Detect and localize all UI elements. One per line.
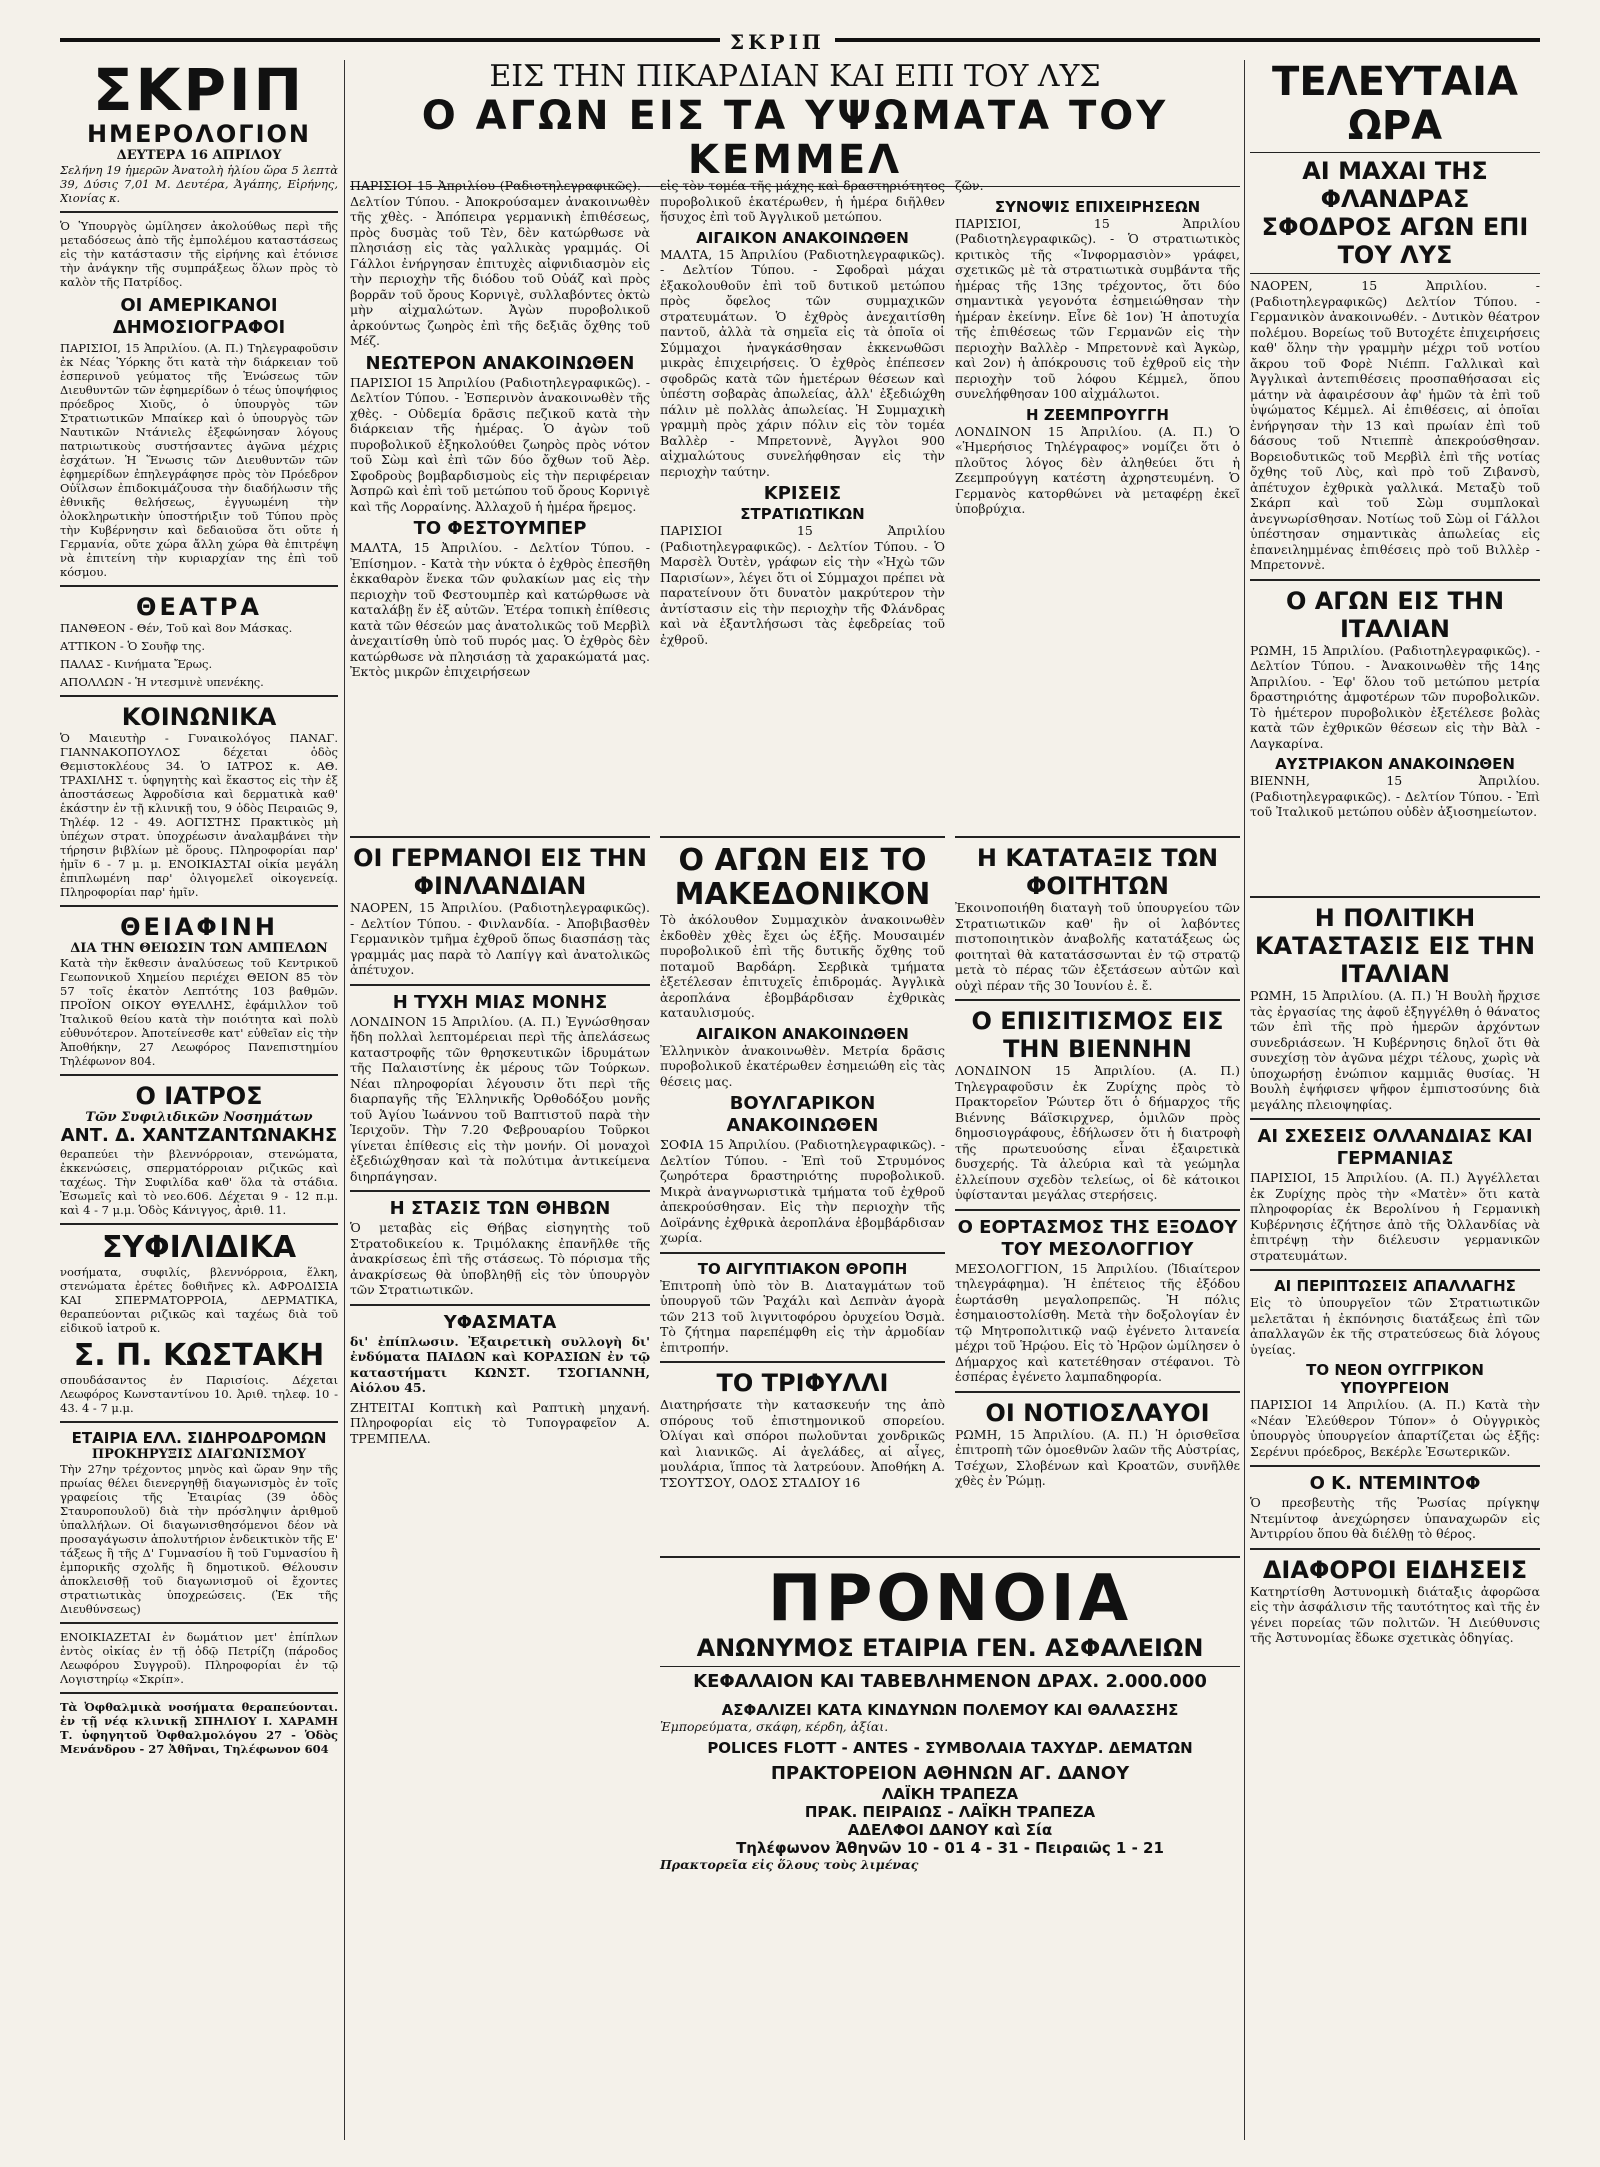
column-2	[350, 178, 650, 818]
headline-newer: ΝΕΩΤΕΡΟΝ ΑΝΑΚΟΙΝΩΘΕΝ	[365, 352, 635, 374]
column-left	[60, 60, 338, 1760]
headline-crises: ΚΡΙΣΕΙΣ	[763, 483, 842, 504]
divider	[1250, 579, 1540, 581]
divider	[1250, 1118, 1540, 1120]
almanac-date: ΔΕΥΤΕΡΑ 16 ΑΠΡΙΛΟΥ	[116, 148, 282, 163]
column-divider	[1244, 60, 1245, 2140]
headline-rail: ΕΤΑΙΡΙΑ ΕΛΛ. ΣΙΔΗΡΟΔΡΟΜΩΝ	[71, 1429, 327, 1447]
article-text: ΠΑΡΙΣΙΟΙ 14 Ἀπριλίου. (Α. Π.) Κατὰ τὴν «Νέαν Ἐλεύθερον Τύπον» ὁ Οὐγγρικὸς ὑπουργὸς ὑπουργείον ἀπαρτίζεται ὡς ἑξῆς: Σερένυι πρόεδρος, Βεκέρλε Ἐσωτερικῶν.	[1250, 1397, 1540, 1459]
divider	[1250, 1269, 1540, 1271]
divider	[60, 211, 338, 213]
headline-aegean-2: ΑΙΓΑΙΚΟΝ ΑΝΑΚΟΙΝΩΘΕΝ	[696, 1024, 909, 1043]
column-divider	[344, 60, 345, 2140]
article-text: Ὁ μεταβὰς εἰς Θήβας εἰσηγητὴς τοῦ Στρατοδικείου κ. Τριμόλακης ἐπανῆλθε τῆς ἀνακρίσεως ἐπὶ τῆς στάσεως. Τὸ πόρισμα τῆς ἀνακρίσεως θὰ ὑποβληθῇ εἰς τὸν ὑπουργὸν τῶν Στρατιωτικῶν.	[350, 1220, 650, 1297]
article-text: ΛΟΝΔΙΝΟΝ 15 Ἀπριλίου. (Α. Π.) Ἐγνώσθησαν ἤδη πολλαὶ λεπτομέρειαι περὶ τῆς ἀπελάσεως καταστροφῆς τῶν θρησκευτικῶν ἱδρυμάτων τῆς Παλαιστίνης ἐκ μέρους τῶν Τούρκων. Νέαι πληροφορίαι λέγουσιν ὅτι περὶ τῆς διαρπαγῆς τῆς Ἑλληνικῆς Ὀρθοδόξου μονῆς τοῦ Ἁγίου Ἰωάννου τοῦ Βαπτιστοῦ παρὰ τὴν Ἱεριχοῦν. Τὴν 7.20 Φεβρουαρίου Τοῦρκοι γίνεται ἐπίθεσις εἰς τὴν μονήν. Οἱ μοναχοὶ ἐξεδιώχθησαν καὶ τὰ πολύτιμα ἀντικείμενα διηρπάγησαν.	[350, 1013, 650, 1184]
headline-doctor: Ο ΙΑΤΡΟΣ	[135, 1082, 263, 1110]
headline-relations: ΑΙ ΣΧΕΣΕΙΣ ΟΛΛΑΝΔΙΑΣ ΚΑΙ ΓΕΡΜΑΝΙΑΣ	[1257, 1126, 1533, 1169]
rent-text: ΕΝΟΙΚΙΑΖΕΤΑΙ ἐν δωμάτιον μετ' ἐπίπλων ἐντὸς οἰκίας ἐν τῇ ὁδῷ Πετρίζη (πάροδος Λεωφόρου Συγγροῦ). Πληροφορίαι ἐν τῷ Λογιστηρίῳ «Σκρίπ».	[60, 1630, 338, 1686]
headline-last-hour: ΤΕΛΕΥΤΑΙΑ ΩΡΑ	[1272, 60, 1518, 149]
divider	[60, 1622, 338, 1624]
article-text: Ἐλληνικὸν ἀνακοινωθὲν. Μετρία δρᾶσις πυροβολικοῦ ἑκατέρωθεν ἐσημειώθη εἰς τὰς θέσεις μας.	[660, 1042, 945, 1089]
headline-mesolongi: Ο ΕΟΡΤΑΣΜΟΣ ΤΗΣ ΕΞΟΔΟΥ ΤΟΥ ΜΕΣΟΛΟΓΓΙΟΥ	[957, 1216, 1238, 1260]
article-text: δι' ἐπίπλωσιν. Ἐξαιρετικὴ συλλογὴ δι' ἐνδύματα ΠΑΙΔΩΝ καὶ ΚΟΡΑΣΙΩΝ ἐν τῷ καταστήματι ΚΩΝΣΤ. ΤΣΟΓΙΑΝΝΗ, Αἰόλου 45.	[350, 1333, 650, 1395]
headline-hungary: ΤΟ ΝΕΟΝ ΟΥΓΓΡΙΚΟΝ ΥΠΟΥΡΓΕΙΟΝ	[1306, 1361, 1484, 1397]
lower-column-right	[1250, 890, 1540, 2140]
war-banner	[350, 60, 1240, 191]
divider	[350, 1190, 650, 1192]
divider	[350, 984, 650, 986]
americans-text: ΠΑΡΙΣΙΟΙ, 15 Ἀπριλίου. (Α. Π.) Τηλεγραφοῦσιν ἐκ Νέας Ὑόρκης ὅτι κατὰ τὴν διάρκειαν τοῦ ἑσπερινοῦ γεύματος τῆς Ἑνώσεως τῶν Διευθυντῶν τῶν ἐφημερίδων ὁ τέως ὑποψήφιος πρόεδρος Χιοῦς, ὁ ὑπουργὸς τῶν Στρατιωτικῶν Μπαίκερ καὶ ὁ ὑπουργὸς τῶν Ναυτικῶν Ντάνιελς ἐξεφώνησαν λόγους πατριωτικοὺς συστήσαντες ἀγῶνα μέχρις ἐσχάτων. Ἡ Ἕνωσις τῶν Διευθυντῶν τῶν ἐφημερίδων ἐπηλεγράφησε πρὸς τὸν Πρόεδρον Οὐΐλσων ἐπιδοκιμάζουσα τὴν διαδήλωσιν τῆς ἐθνικῆς θελήσεως, ἐγγυωμένη τὴν ὁλοκληρωτικὴν ὑποστήριξιν τοῦ Τύπου πρὸς τὴν Κυβέρνησιν καὶ δεδαιοῦσα ὅτι οὔτε ἡ Γερμανία, οὔτε χώρα ἄλλη χώρα θὰ ἐπιτρέψη νὰ ἐπιτείνη τὴν κυριαρχίαν της ἐπὶ τοῦ κόσμου.	[60, 341, 338, 579]
headline-monastery: Η ΤΥΧΗ ΜΙΑΣ ΜΟΝΗΣ	[392, 991, 608, 1013]
theiafini-text: Κατὰ τὴν ἔκθεσιν ἀναλύσεως τοῦ Κεντρικοῦ Γεωπονικοῦ Χημείου περιέχει ΘΕΙΟΝ 85 τὸν 57 τοῖς ἑκατὸν Λεπτότης 103 βαθμῶν. ΠΡΟΪΟΝ ΟΙΚΟΥ ΘΥΕΛΛΗΣ, ἐφάμιλλον τοῦ Ἰταλικοῦ θείου κατὰ τὴν ποιότητα καὶ πολὺ εὐθυνότερον. Ἀποτείνεσθε κατ' εὐθεῖαν εἰς τὴν Ἀποθήκην, 27 Λεωφόρος Πανεπιστημίου Τηλέφωνον 804.	[60, 956, 338, 1068]
banner-title: ΕΙΣ ΤΗΝ ΠΙΚΑΡΔΙΑΝ ΚΑΙ ΕΠΙ ΤΟΥ ΛΥΣ	[489, 59, 1101, 94]
headline-kostakis: Σ. Π. ΚΩΣΤΑΚΗ	[73, 1338, 325, 1373]
divider	[1250, 896, 1540, 898]
article-text: Ὁ πρεσβευτὴς τῆς Ῥωσίας πρίγκηψ Ντεμίντοφ ἀνεχώρησεν ὑπαναχωρῶν εἰς Ἀντιρρίου ὅπου θὰ διέλθῃ τὸ θέρος.	[1250, 1495, 1540, 1541]
syphilis-text: νοσήματα, συφιλίς, βλεννόρροια, ἕλκη, στενώματα ἐρέτες δοθιῆνες κλ. ΑΦΡΟΔΙΣΙΑ ΚΑΙ ΣΠΕΡΜΑΤΟΡΡΟΙΑ, ΔΕΡΜΑΤΙΚΑ, θεραπεύονται ριζικῶς καὶ ταχέως διὰ τοῦ εἰδικοῦ ἰατροῦ κ.	[60, 1265, 338, 1335]
headline-thebes: Η ΣΤΑΣΙΣ ΤΩΝ ΘΗΒΩΝ	[389, 1198, 611, 1219]
theatre-item: ΠΑΛΑΣ - Κινήματα Ἔρως.	[60, 657, 213, 671]
pronoia-policies: POLICES FLOTT - ANTES - ΣΥΜΒΟΛΑΙΑ ΤΑΧΥΔΡ. ΔΕΜΑΤΩΝ	[707, 1738, 1193, 1757]
divider	[660, 1666, 1240, 1667]
kostakis-text: σπουδάσαντος ἐν Παρισίοις. Δέχεται Λεωφόρος Κωνσταντίνου 10. Ἀριθ. τηλεφ. 10 - 43. 4 - 7 μ.μ.	[60, 1373, 338, 1415]
headline-germans-finland: ΟΙ ΓΕΡΜΑΝΟΙ ΕΙΣ ΤΗΝ ΦΙΝΛΑΝΔΙΑΝ	[353, 844, 647, 900]
headline-military: ΣΤΡΑΤΙΩΤΙΚΩΝ	[740, 505, 865, 523]
article-text: ΜΕΣΟΛΟΓΓΙΟΝ, 15 Ἀπριλίου. (Ἰδιαίτερον τηλεγράφημα). Ἡ ἐπέτειος τῆς ἐξόδου ἑωρτάσθη μεγαλοπρεπῶς. Ἡ πόλις ἐσημαιοστολίσθη. Μετὰ τὴν δοξολογίαν ἐν τῷ Μητροπολιτικῷ ναῷ ἐγένετο λιτανεία μέχρι τοῦ Ἡρῴου. Εἰς τὸ Ἡρῷον ὡμίλησεν ὁ Δήμαρχος καὶ κατετέθησαν στέφανοι. Τὸ ἑσπέρας ἐγένετο λαμπαδηφορία.	[955, 1260, 1240, 1384]
divider	[660, 1556, 1240, 1558]
divider	[1250, 152, 1540, 153]
divider	[60, 1692, 338, 1694]
article-text: ΜΑΛΤΑ, 15 Ἀπριλίου. - Δελτίον Τύπου. - Ἐπίσημον. - Κατὰ τὴν νύκτα ὁ ἐχθρὸς ἐπεσῆθη ἐκκαθαρὸν ἕνεκα τῶν φυλακίων μας εἰς τὴν περιοχὴν τοῦ Φεστουμπὲρ καὶ κατώρθωσε νὰ καταλάβῃ ἕν ἐξ αὐτῶν. Ἑτέρα τοπικὴ ἐπίθεσις κατὰ τῶν θέσεών μας ἀνατολικῶς τοῦ Μερβὶλ ἀνεχαιτίσθη ὑπὸ τοῦ πυρός μας. Ὁ ἐχθρὸς δὲν κατώρθωσε νὰ πλησιάσῃ τὰ χαρακώματά μας. Ἐκτὸς μικρῶν ἐπιχειρήσεων	[350, 540, 650, 679]
article-text: εἰς τὸν τομέα τῆς μάχης καὶ δραστηριότητος πυροβολικοῦ ἑκατέρωθεν, ἡ ἡμέρα διῆλθεν ἥσυχος ἐπὶ τοῦ Ἀγγλικοῦ μετώπου.	[660, 178, 945, 224]
headline-italy-politics: Η ΠΟΛΙΤΙΚΗ ΚΑΤΑΣΤΑΣΙΣ ΕΙΣ ΤΗΝ ΙΤΑΛΙΑΝ	[1254, 904, 1536, 988]
article-text: Κατηρτίσθη Ἀστυνομικὴ διάταξις ἀφορῶσα εἰς τὴν ἀσφάλισιν τῆς ταυτότητος καὶ τῆς ἐν γένει πορείας τῶν πολιτῶν. Ἡ Διεύθυνσις τῆς Ἀστυνομίας ἔδωκε σχετικὰς ὁδηγίας.	[1250, 1583, 1540, 1645]
pronoia-bank2: ΠΡΑΚ. ΠΕΙΡΑΙΩΣ - ΛΑΪΚΗ ΤΡΑΠΕΖΑ	[804, 1802, 1096, 1821]
banner-subtitle: Ο ΑΓΩΝ ΕΙΣ ΤΑ ΥΨΩΜΑΤΑ ΤΟΥ ΚΕΜΜΕΛ	[421, 93, 1169, 183]
headline-americans: ΟΙ ΑΜΕΡΙΚΑΝΟΙ ΔΗΜΟΣΙΟΓΡΑΦΟΙ	[112, 295, 286, 338]
headline-theiafini: ΘΕΙΑΦΙΝΗ	[120, 913, 278, 941]
headline-italy: Ο ΑΓΩΝ ΕΙΣ ΤΗΝ ΙΤΑΛΙΑΝ	[1285, 586, 1505, 643]
divider	[955, 1391, 1240, 1393]
article-text: ΡΩΜΗ, 15 Ἀπριλίου. (Α. Π.) Ἡ ὁρισθεῖσα ἐπιτροπὴ τῶν ὁμοεθνῶν λαῶν τῆς Αὐστρίας, Τσέχων, Σλοβένων καὶ Κροατῶν, συνῆλθε χθὲς ἐν Ῥώμῃ.	[955, 1426, 1240, 1488]
newspaper-page	[60, 30, 1540, 2140]
article-text: ΝΑΟΡΕΝ, 15 Ἀπριλίου. - (Ραδιοτηλεγραφικῶς) Δελτίον Τύπου. - Γερμανικὸν ἀνακοινωθέν. - Δυτικὸν θέατρον πολέμου. Βορείως τοῦ Βυτοχέτε ἐπιχειρήσεις καθ' ὅλην τὴν γραμμὴν μέχρι τοῦ νοτίου ἄκρου τοῦ Φορὲ Νιέππ. Γαλλικαὶ καὶ Ἀγγλικαὶ ἀντεπιθέσεις προσπαθήσασαι εἰς μάτην νὰ ἀφαιρέσουν ἀφ' ἡμῶν τὰ ἐπὶ τοῦ ὑψώματος Κέμμελ. Αἱ ἐπιθέσεις, αἱ ὁποῖαι ἐνήργησαν τὴν 13 καὶ πρωίαν ἐπὶ τοῦ δάσους τοῦ Ντιεππὲ ἀπεκρούσθησαν. Βορειοδυτικῶς τοῦ Μερβὶλ ἐπὶ τῆς νοτίας ὄχθης τοῦ Λὺς, καὶ πρὸ τοῦ Ζιβανσὺ, ἀπέτυχον ἐχθρικὰ γαλλικά. Μεταξὺ τοῦ Σκάρπ καὶ τοῦ Σὼμ συμπλοκαὶ ἀνεγνωρίσθησαν. Νοτίως τοῦ Σὼμ οἱ Γάλλοι ὑπέστησαν σημαντικὰς ἀπωλείας εἰς ἐπανειλημμένας ἐπιθέσεις πρὸ τοῦ Βιλλὲρ - Μπρετοννὲ.	[1250, 278, 1540, 572]
article-text: ΡΩΜΗ, 15 Ἀπριλίου. (Ραδιοτηλεγραφικῶς). - Δελτίον Τύπου. - Ἀνακοινωθὲν τῆς 14ης Ἀπριλίου. - Ἐφ' ὅλου τοῦ μετώπου μετρία δραστηριότης ἀμφοτέρων τῶν πυροβολικῶν. Τὸ ἡμέτερον πυροβολικὸν ἐξετέλεσε βολὰς κατὰ τῶν ἐχθρικῶν θέσεων εἰς τὴν Βὰλ - Λαγκαρίνα.	[1250, 642, 1540, 751]
article-text: Τὸ ἀκόλουθον Συμμαχικὸν ἀνακοινωθὲν ἐκδοθὲν χθὲς ἔχει ὡς ἑξῆς. Μουσαιμέν πυροβολικοῦ ἐπὶ τῆς δυτικῆς ὄχθης τοῦ ποταμοῦ Βαρδάρη. Σερβικὰ τμήματα ἐξετέλεσαν ἐπιτυχεῖς ἐπιδρομάς. Ἀγγλικὰ ἀεροπλάνα ἐβομβάρδισαν ἐχθρικὰς καταυλισμούς.	[660, 912, 945, 1020]
pronoia-insures: ΑΣΦΑΛΙΖΕΙ ΚΑΤΑ ΚΙΝΔΥΝΩΝ ΠΟΛΕΜΟΥ ΚΑΙ ΘΑΛΑΣΣΗΣ	[721, 1701, 1179, 1719]
article-text: ΝΑΟΡΕΝ, 15 Ἀπριλίου. (Ραδιοτηλεγραφικῶς). - Δελτίον Τύπου. - Φινλανδία. - Ἀποβιβασθὲν Γερμανικὸν τμῆμα ἐχθροῦ ὅπως διασπάσῃ τὰς γραμμάς μας παρὰ τὸ Λαπίγγ καὶ ἀνατολικῶς ἀπέτυχον.	[350, 900, 650, 977]
divider	[60, 585, 338, 587]
pronoia-footer: Πρακτορεῖα εἰς ὅλους τοὺς λιμένας	[660, 1856, 919, 1872]
doctor-text: θεραπεύει τὴν βλεννόρροιαν, στενώματα, ἐκκενώσεις, σπερματόρροιαν ριζικῶς καὶ ταχέως. Τὴν Συφιλίδα καθ' ὅλα τὰ στάδια. Ἐσωμεῖς καὶ τὸ νεο.606. Δέχεται 9 - 12 π.μ. καὶ 4 - 7 μ.μ. Ὁδὸς Κάνιγγος, ἀριθ. 11.	[60, 1147, 338, 1217]
rail-subtitle: ΠΡΟΚΗΡΥΞΙΣ ΔΙΑΓΩΝΙΣΜΟΥ	[91, 1447, 307, 1462]
headline-egypt: ΤΟ ΑΙΓΥΠΤΙΑΚΟΝ ΘΡΟΠΗ	[697, 1259, 908, 1278]
divider	[350, 1304, 650, 1306]
theatre-item: ΑΤΤΙΚΟΝ - Ὁ Σουῆφ της.	[60, 639, 205, 653]
lower-column-3	[660, 830, 945, 1530]
masthead-mark: ΣΚΡΙΠ	[720, 30, 835, 54]
divider	[955, 999, 1240, 1001]
intro-text: Ὁ Ὑπουργὸς ὡμίλησεν ἀκολούθως περὶ τῆς μεταδόσεως ἀπὸ τῆς ἐμπολέμου καταστάσεως εἰς τὴν κατάστασιν τῆς εἰρήνης καὶ ἐτόνισε τὴν ἀνάγκην τῆς συμπράξεως ὅλων πρὸς τὸ καλὸν τῆς Πατρίδος.	[60, 219, 338, 289]
headline-syphilis: ΣΥΦΙΛΙΔΙΚΑ	[101, 1230, 297, 1265]
headline-flanders: ΑΙ ΜΑΧΑΙ ΤΗΣ ΦΛΑΝΔΡΑΣ	[1302, 157, 1488, 213]
doctor-subtitle: Τῶν Συφιλιδικῶν Νοσημάτων	[85, 1110, 313, 1125]
headline-zeebrugge: Η ΖΕΕΜΠΡΟΥΓΓΗ	[1026, 405, 1169, 424]
divider	[1250, 1548, 1540, 1550]
divider	[1250, 273, 1540, 274]
article-text: ΒΙΕΝΝΗ, 15 Ἀπριλίου. (Ραδιοτηλεγραφικῶς). - Δελτίον Τύπου. - Ἐπὶ τοῦ Ἰταλικοῦ μετώπου οὐδὲν ἀξιοσημείωτον.	[1250, 773, 1540, 819]
theatre-item: ΠΑΝΘΕΟΝ - Θέν, Τοῦ καὶ 8ον Μάσκας.	[60, 621, 293, 635]
optician-text: Τὰ Ὀφθαλμικὰ νοσήματα θεραπεύονται. ἐν τῇ νέᾳ κλινικῇ ΣΠΗΛΙΟΥ Ι. ΧΑΡΑΜΗ Τ. ὑφηγητοῦ Ὀφθαλμολόγου 27 - Ὁδὸς Μενάνδρου - 27 Ἀθῆναι, Τηλέφωνον 604	[60, 1700, 338, 1756]
paper-title: ΣΚΡΙΠ	[92, 60, 306, 124]
headline-diverse: ΔΙΑΦΟΡΟΙ ΕΙΔΗΣΕΙΣ	[1262, 1555, 1528, 1584]
headline-social: ΚΟΙΝΩΝΙΚΑ	[121, 703, 277, 731]
divider	[60, 1223, 338, 1225]
pronoia-ad	[660, 1550, 1240, 2110]
pronoia-bros: ΑΔΕΛΦΟΙ ΔΑΝΟΥ καὶ Σία	[847, 1820, 1053, 1839]
headline-bulgarian: ΒΟΥΛΓΑΡΙΚΟΝ ΑΝΑΚΟΙΝΩΘΕΝ	[726, 1093, 879, 1136]
article-text: ΠΑΡΙΣΙΟΙ 15 Ἀπριλίου (Ραδιοτηλεγραφικῶς). - Δελτίον Τύπου. - Ὁ Μαρσὲλ Ὀυτὲν, γράφων εἰς τὴν «Ἠχὼ τῶν Παρισίων», λέγει ὅτι οἱ Σύμμαχοι πρέπει νὰ παρατείνουν ὅτι δυνατὸν μακρύτερον τὴν ἀντίστασιν εἰς τὴν περιοχὴν τῆς Φλάνδρας καὶ νὰ ἐξαντλήσωσι τὰς ἐφεδρείας τοῦ ἐχθροῦ.	[660, 523, 945, 647]
doctor-name: ΑΝΤ. Δ. ΧΑΝΤΖΑΝΤΩΝΑΚΗΣ	[60, 1125, 338, 1146]
article-text: ΠΑΡΙΣΙΟΙ, 15 Ἀπριλίου (Ραδιοτηλεγραφικῶς). - Ὁ στρατιωτικὸς κριτικὸς τῆς «Ἰνφορμασιὸν» γράφει, σχετικῶς μὲ τὰ στρατιωτικὰ συμβάντα τῆς ἡμέρας τῆς 13ης τρέχοντος, ὅτι δύο σημαντικὰ γεγονότα ἐσημειώθησαν τὴν ἡμέραν ἐκείνην. Εἶνε δὲ 1ον) Ἡ ἀποτυχία τῆς ἐπιθέσεως τῶν Γερμανῶν εἰς τὴν περιοχὴν Βαλλὲρ - Μπρετοννὲ καὶ Ἀγκὼρ, καὶ 2ον) ἡ ἀπόκρουσις τοῦ ἐχθροῦ εἰς τὴν περιοχὴν τοῦ λόφου Κέμμελ, ὅπου συνελήφθησαν 100 αἰχμάλωτοι.	[955, 215, 1240, 401]
divider	[60, 695, 338, 697]
article-text: Ἐπιτροπὴ ὑπὸ τὸν Β. Διαταγμάτων τοῦ ὑπουργοῦ τῶν Ῥαχάλι καὶ Δεπνὰν ἀγορὰ τῶν 213 τοῦ λιγνιτοφόρου ὀρυχείου Ὀσμὰ. Τὸ ζήτημα παρεπέμφθη εἰς τὴν ἀρμοδίαν ἐπιτροπήν.	[660, 1277, 945, 1355]
headline-theatre: ΘΕΑΤΡΑ	[136, 593, 262, 621]
lower-column-2	[350, 830, 650, 2120]
pronoia-agency: ΠΡΑΚΤΟΡΕΙΟΝ ΑΘΗΝΩΝ ΑΓ. ΔΑΝΟΥ	[770, 1762, 1130, 1784]
almanac-title: ΗΜΕΡΟΛΟΓΙΟΝ	[86, 120, 312, 148]
column-3	[660, 178, 945, 818]
article-text: ζῶν.	[955, 178, 984, 193]
social-text: Ὁ Μαιευτὴρ - Γυναικολόγος ΠΑΝΑΓ. ΓΙΑΝΝΑΚΟΠΟΥΛΟΣ δέχεται ὁδὸς Θεμιστοκλέους 34. Ὁ ΙΑΤΡΟΣ κ. ΑΘ. ΤΡΑΧΙΛΗΣ τ. ὑφηγητὴς καὶ ἕκαστος εἰς τὴν ἐξ ἀποστάσεως Ἀφροδίσια καὶ δερματικὰ καθ' ἑκάστην ἐν τῇ κλινικῇ του, 9 ὁδὸς Πειραιῶς 9, Τηλέφ. 12 - 49. ΑΟΓΙΣΤΗΣ Πρακτικὸς μὴ ὑπέχων στρατ. ὑποχρέωσιν ἀναλαμβάνει τὴν τήρησιν βιβλίων μὲ ὅρους. Πληροφορίαι παρ' ἡμῖν 6 - 7 μ. μ. ΕΝΟΙΚΙΑΣΤΑΙ οἰκία μεγάλη ἐπιπλωμένη παρ' ὀλιγομελεῖ οἰκογενείᾳ. Πληροφορίαι παρ' ἡμῖν.	[60, 731, 338, 899]
article-text: ΛΟΝΔΙΝΟΝ 15 Ἀπριλίου. (Α. Π.) Τηλεγραφοῦσιν ἐκ Ζυρίχης πρὸς τὸ Πρακτορεῖον Ῥώυτερ ὅτι ὁ δήμαρχος τῆς Βιέννης Βάϊσκιρχνερ, ὁμιλῶν πρὸς δημοσιογράφους, ἐδήλωσεν ὅτι ἡ διατροφὴ τῆς πρωτευούσης εἶναι ἐξαιρετικὰ δυσχερής. Τὰ ἀλεύρια καὶ τὰ γεώμηλα ἐλλείπουν σχεδὸν τελείως, οἱ δὲ κάτοικοι ὑφίστανται μεγάλας στερήσεις.	[955, 1063, 1240, 1202]
theiafini-subtitle: ΔΙΑ ΤΗΝ ΘΕΙΩΣΙΝ ΤΩΝ ΑΜΠΕΛΩΝ	[70, 941, 328, 956]
headline-macedonia: Ο ΑΓΩΝ ΕΙΣ ΤΟ ΜΑΚΕΔΟΝΙΚΟΝ	[674, 843, 931, 912]
article-text: ΜΑΛΤΑ, 15 Ἀπριλίου (Ραδιοτηλεγραφικῶς). - Δελτίον Τύπου. - Σφοδραὶ μάχαι ἐξακολουθοῦν ἐπὶ τοῦ δυτικοῦ μετώπου πρὸς ὄφελος τῶν συμμαχικῶν στρατευμάτων. Ὁ ἐχθρὸς ἀνεχαιτίσθη παντοῦ, ἀλλὰ τὰ σημεῖα εἰς τὰ ὁποῖα οἱ Σύμμαχοι ἠναγκάσθησαν ἐκκενωθῶσι μικρὰς ἐπιχειρήσεις. Ὁ ἐχθρὸς ἐπέπεσεν σφοδρῶς κατὰ τῶν ἡμετέρων θέσεων καὶ ὑπέστη σοβαρὰς ἀπωλείας, ἀλλ' ἐξεδιώχθη πάλιν μὲ πολλὰς ἀπωλείας. Ἡ Συμμαχικὴ γραμμὴ πρὸς χάριν πόλιν εἰς τὸν τομέα Βαλλὲρ - Μπρετοννὲ, Ἀγγλοι 900 αἰχμαλώτους συνελήφθησαν εἰς τὴν περιοχὴν ταύτην.	[660, 246, 945, 479]
headline-vienna-food: Ο ΕΠΙΣΙΤΙΣΜΟΣ ΕΙΣ ΤΗΝ ΒΙΕΝΝΗΝ	[971, 1007, 1224, 1063]
article-text: ΠΑΡΙΣΙΟΙ 15 Ἀπριλίου (Ραδιοτηλεγραφικῶς). - Δελτίον Τύπου. - Ἀποκρούσαμεν ἀνακοινωθὲν τῆς χθὲς. - Ἀπόπειρα γερμανικὴ ἐπιθέσεως, πρὸς δυσμὰς τοῦ Τὲν, δὲν κατώρθωσε νὰ πλησιάσῃ εἰς τὰς γαλλικὰς γραμμάς. Οἱ Γάλλοι ἐνήργησαν ἐπιτυχὲς αἰφνιδιασμὸν εἰς τὴν περιοχὴν τῆς διόδου τοῦ Οὐάζ καὶ πρὸς βορρᾶν τοῦ ὄρους Κορνιγὲ, συλλαβόντες ὀκτὼ μὴν αἰχμαλώτων. Ἀγὼν πυροβολικοῦ ἀρκούντως ζωηρὸς ἐπὶ τῆς δεξιᾶς ὄχθης τοῦ Μέζ.	[350, 178, 650, 348]
article-text: Ἐκοινοποιήθη διαταγὴ τοῦ ὑπουργείου τῶν Στρατιωτικῶν καθ' ἣν οἱ λαβόντες πιστοποιητικὸν ἀναβολῆς κατατάξεως ὡς φοιτηταὶ θὰ κατατάσσωνται ἐν τῷ στρατῷ μετὰ τὸ πέρας τῶν ἐξετάσεων αὐτῶν καὶ οὐχὶ πέραν τῆς 30 Ἰουνίου ἐ. ἔ.	[955, 900, 1240, 993]
article-text: ΖΗΤΕΙΤΑΙ Κοπτικὴ καὶ Ραπτικὴ μηχανή. Πληροφορίαι εἰς τὸ Τυπογραφεῖον Α. ΤΡΕΜΠΕΛΑ.	[350, 1399, 650, 1446]
divider	[660, 1361, 945, 1363]
divider	[660, 836, 945, 838]
pronoia-goods: Ἐμπορεύματα, σκάφη, κέρδη, ἀξίαι.	[660, 1719, 889, 1734]
pronoia-phones: Τηλέφωνον Ἀθηνῶν 10 - 01 4 - 31 - Πειραιῶς 1 - 21	[736, 1838, 1164, 1857]
pronoia-subtitle: ΑΝΩΝΥΜΟΣ ΕΤΑΙΡΙΑ ΓΕΝ. ΑΣΦΑΛΕΙΩΝ	[696, 1634, 1204, 1662]
headline-aegean: ΑΙΓΑΙΚΟΝ ΑΝΑΚΟΙΝΩΘΕΝ	[696, 228, 909, 247]
divider	[350, 836, 650, 838]
headline-fabrics: ΥΦΑΣΜΑΤΑ	[443, 1311, 557, 1333]
pronoia-title: ΠΡΟΝΟΙΑ	[767, 1562, 1133, 1636]
column-right	[1250, 60, 1540, 880]
theatre-item: ΑΠΟΛΛΩΝ - Ἡ ντεσμινὲ υπενέκης.	[60, 675, 264, 689]
divider	[60, 1421, 338, 1423]
divider	[955, 1209, 1240, 1211]
rail-text: Τὴν 27ην τρέχοντος μηνὸς καὶ ὥραν 9ην τῆς πρωίας θέλει διενεργηθῇ διαγωνισμὸς ἐν τοῖς γραφείοις τῆς Ἑταιρίας (39 ὁδὸς Σταυροπουλοῦ) διὰ τὴν πρόσληψιν ἀριθμοῦ ὑπαλλήλων. Οἱ διαγωνισθησόμενοι δέον νὰ προσαγάγωσιν ἀπολυτήριον ἐνδεικτικὸν τῆς Ε' τάξεως ἢ τῆς Δ' Γυμνασίου ἢ τοῦ Γυμνασίου ἢ ἐμπορικῆς σχολῆς ἢ δημοτικοῦ. Θέλουσιν ἀποκλεισθῇ τοῦ διαγωνισμοῦ οἱ ἔχοντες στρατιωτικὰς ὑποχρεώσεις. (Ἐκ τῆς Διευθύνσεως)	[60, 1462, 338, 1616]
article-text: ΣΟΦΙΑ 15 Ἀπριλίου. (Ραδιοτηλεγραφικῶς). - Δελτίον Τύπου. - Ἐπὶ τοῦ Στρυμόνος ζωηρότερα δραστηριότης πυροβολικοῦ. Μικρὰ ἀναγνωριστικὰ τμήματα τοῦ ἐχθροῦ ἀπεκρούσθησαν. Εἰς τὴν περιοχὴν τῆς Δοϊράνης ἐχθρικὰ ἀεροπλάνα ἐβομβάρδισαν χωρία.	[660, 1137, 945, 1245]
divider	[1250, 1465, 1540, 1467]
article-text: ΛΟΝΔΙΝΟΝ 15 Ἀπριλίου. (Α. Π.) Ὁ «Ἡμερήσιος Τηλέγραφος» νομίζει ὅτι ὁ πλοῦτος λόγος δὲν ἀληθεύει ὅτι ἡ Ζεεμπρούγγη κατέστη ἀχρηστευμένη. Ὁ Γερμανὸς κατορθώνει νὰ μεταφέρῃ ἐκεῖ ὑποβρύχια.	[955, 423, 1240, 516]
headline-ntemintof: Ο Κ. ΝΤΕΜΙΝΤΟΦ	[1309, 1473, 1481, 1494]
divider	[955, 836, 1240, 838]
column-4	[955, 178, 1240, 818]
divider	[660, 1252, 945, 1254]
article-text: Εἰς τὸ ὑπουργεῖον τῶν Στρατιωτικῶν μελετᾶται ἡ ἐκπόνησις διατάξεως ἐπὶ τῶν ἀπαλλαγῶν ἐκ τῆς στρατεύσεως διὰ λόγους ὑγείας.	[1250, 1295, 1540, 1357]
pronoia-capital: ΚΕΦΑΛΑΙΟΝ ΚΑΙ ΤΑΒΕΒΛΗΜΕΝΟΝ ΔΡΑΧ. 2.000.000	[693, 1671, 1207, 1692]
article-text: ΡΩΜΗ, 15 Ἀπριλίου. (Α. Π.) Ἡ Βουλὴ ἤρχισε τὰς ἐργασίας της ἀφοῦ ἐξηγγέλθη ὁ θάνατος τῶν ἐπὶ τῆς πρὸ ἡμερῶν ἀρχόντων συνεδριάσεων. Ἡ Κυβέρνησις δηλοῖ ὅτι θὰ συνεχίσῃ τὸν ἀγῶνα μέχρι τέλους, χωρὶς νὰ ὑποχωρήσῃ ἐνώπιον καμμιᾶς θυσίας. Ἡ Βουλὴ ἐψήφισεν ψῆφον ἐμπιστοσύνης διὰ μεγάλης πλειοψηφίας.	[1250, 988, 1540, 1112]
article-text: ΠΑΡΙΣΙΟΙ, 15 Ἀπριλίου. (Α. Π.) Ἀγγέλλεται ἐκ Ζυρίχης πρὸς τὴν «Ματὲν» ὅτι κατὰ πληροφορίας ἐκ Βερολίνου ἡ Γερμανικὴ Κυβέρνησις ἐζήτησε ἀπὸ τῆς Ὀλλανδίας νὰ ἐπιτρέψῃ τὴν διέλευσιν γερμανικῶν στρατευμάτων.	[1250, 1170, 1540, 1263]
pronoia-bank1: ΛΑΪΚΗ ΤΡΑΠΕΖΑ	[881, 1784, 1019, 1803]
headline-lys: ΣΦΟΔΡΟΣ ΑΓΩΝ ΕΠΙ ΤΟΥ ΛΥΣ	[1261, 213, 1529, 269]
headline-summary: ΣΥΝΟΨΙΣ ΕΠΙΧΕΙΡΗΣΕΩΝ	[994, 197, 1201, 216]
divider	[60, 905, 338, 907]
headline-festubert: ΤΟ ΦΕΣΤΟΥΜΠΕΡ	[413, 518, 587, 539]
headline-trifyli: ΤΟ ΤΡΙΦΥΛΛΙ	[716, 1369, 889, 1397]
article-text: Διατηρήσατε τὴν κατασκευήν της ἀπὸ σπόρους τοῦ ἐπιστημονικοῦ σπορείου. Ὀλίγαι καὶ σπόροι πωλοῦνται χονδρικῶς καὶ λιανικῶς. Αἱ ἀγελάδες, αἱ αἶγες, μουλάρια, ἵππος τὰ λατρεύουν. Ἀποθήκη Α. ΤΣΟΥΤΣΟΥ, ΟΔΟΣ ΣΤΑΔΙΟΥ 16	[660, 1397, 945, 1490]
almanac-text: Σελήνη 19 ἡμερῶν Ἀνατολὴ ἡλίου ὥρα 5 λεπτὰ 39, Δύσις 7,01 Μ. Δευτέρα, Ἀγάπης, Εἰρήνης, Χιονίας κ.	[60, 163, 338, 205]
article-text: ΠΑΡΙΣΙΟΙ 15 Ἀπριλίου (Ραδιοτηλεγραφικῶς). - Δελτίον Τύπου. - Ἐσπερινὸν ἀνακοινωθὲν τῆς χθὲς. - Οὐδεμία δρᾶσις πεζικοῦ κατὰ τὴν διάρκειαν τῆς ἡμέρας. Ὁ ἀγὼν τοῦ πυροβολικοῦ ἐξηκολούθει ζωηρὸς πρὸς νότον τοῦ Σὼμ καὶ ἐπὶ τῶν δύο ὄχθων τοῦ Ἀὲρ. Σφοδροὺς βομβαρδισμοὺς εἰς τὴν περιφέρειαν Ἀσπρῶ καὶ ἐπὶ τοῦ μετώπου τοῦ ὄρους Κορνιγὲ καὶ τῆς Λορραίνης. Ἀλλαχοῦ ἡ ἡμέρα ἥρεμος.	[350, 374, 650, 514]
headline-students: Η ΚΑΤΑΤΑΞΙΣ ΤΩΝ ΦΟΙΤΗΤΩΝ	[976, 844, 1219, 900]
headline-south-slavs: ΟΙ ΝΟΤΙΟΣΛΑΥΟΙ	[985, 1398, 1210, 1427]
headline-austrian: ΑΥΣΤΡΙΑΚΟΝ ΑΝΑΚΟΙΝΩΘΕΝ	[1275, 755, 1515, 773]
divider	[60, 1074, 338, 1076]
headline-incidents: ΑΙ ΠΕΡΙΠΤΩΣΕΙΣ ΑΠΑΛΛΑΓΗΣ	[1274, 1277, 1516, 1295]
